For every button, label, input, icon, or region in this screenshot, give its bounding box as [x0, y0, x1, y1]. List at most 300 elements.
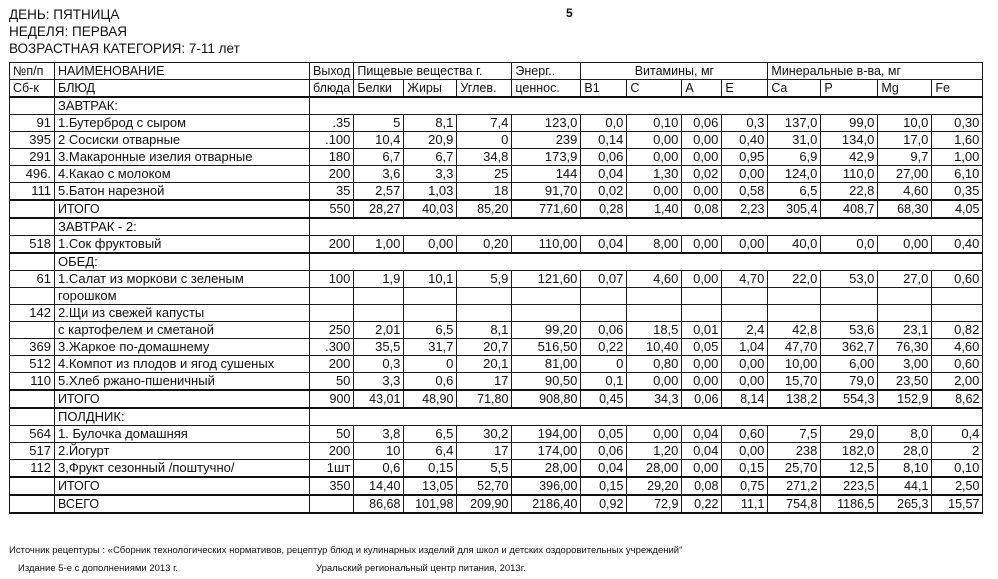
value-cell: 17: [457, 373, 512, 391]
value-cell: 174,00: [512, 443, 581, 460]
table-row: [10, 271, 983, 288]
value-cell: .300: [310, 339, 354, 356]
value-cell: 200: [310, 356, 354, 373]
value-cell: 1шт: [310, 460, 354, 478]
value-cell: [457, 305, 512, 322]
value-cell: 6,10: [932, 166, 983, 183]
value-cell: [932, 288, 983, 305]
value-cell: 50: [310, 426, 354, 443]
value-cell: 29,0: [821, 426, 878, 443]
total-value: 554,3: [821, 390, 878, 408]
value-cell: 0,00: [404, 236, 457, 254]
value-cell: 47,70: [768, 339, 821, 356]
recipe-number: 395: [10, 132, 55, 149]
value-cell: 0,00: [722, 443, 768, 460]
total-value: 908,80: [512, 390, 581, 408]
dish-name: 2.Йогурт: [55, 443, 310, 460]
value-cell: 250: [310, 322, 354, 339]
value-cell: [512, 305, 581, 322]
table-row: [10, 183, 983, 201]
col-fe-header: Fe: [932, 80, 983, 98]
day-title: ДЕНЬ: ПЯТНИЦА: [9, 7, 120, 22]
total-value: 28,27: [354, 200, 404, 218]
value-cell: 200: [310, 166, 354, 183]
value-cell: 0,6: [354, 460, 404, 478]
value-cell: [722, 305, 768, 322]
section-title: ЗАВТРАК - 2:: [55, 218, 310, 236]
total-value: 408,7: [821, 200, 878, 218]
value-cell: 200: [310, 443, 354, 460]
value-cell: 6,5: [404, 426, 457, 443]
value-cell: 4,70: [722, 271, 768, 288]
col-fats-header: Жиры: [404, 80, 457, 98]
value-cell: 0,00: [627, 373, 682, 391]
total-value: 8,62: [932, 390, 983, 408]
table-row: [10, 305, 983, 322]
table-row: [10, 115, 983, 132]
value-cell: 23,50: [878, 373, 932, 391]
center-note: Уральский региональный центр питания, 2013г.: [316, 563, 526, 574]
value-cell: 0,00: [682, 373, 722, 391]
value-cell: 0,04: [682, 426, 722, 443]
value-cell: 0,02: [581, 183, 627, 201]
value-cell: 31,7: [404, 339, 457, 356]
value-cell: 110,0: [821, 166, 878, 183]
grand-total-value: 209,90: [457, 495, 512, 513]
value-cell: 144: [512, 166, 581, 183]
value-cell: 90,50: [512, 373, 581, 391]
menu-table-body: [10, 63, 983, 514]
total-value: 2,50: [932, 477, 983, 495]
value-cell: 0,58: [722, 183, 768, 201]
value-cell: [404, 305, 457, 322]
value-cell: 1,00: [932, 149, 983, 166]
value-cell: 3,3: [354, 373, 404, 391]
table-row: [10, 443, 983, 460]
dish-name: 5.Батон нарезной: [55, 183, 310, 201]
value-cell: .100: [310, 132, 354, 149]
total-value: 1,40: [627, 200, 682, 218]
value-cell: 4,60: [932, 339, 983, 356]
recipe-number: 496.: [10, 166, 55, 183]
value-cell: 4,60: [627, 271, 682, 288]
value-cell: 1,20: [627, 443, 682, 460]
total-value: 0,28: [581, 200, 627, 218]
col-name-header: НАИМЕНОВАНИЕ: [55, 63, 310, 80]
dish-name: 3,Фрукт сезонный /поштучно/: [55, 460, 310, 478]
total-value: 550: [310, 200, 354, 218]
value-cell: 362,7: [821, 339, 878, 356]
value-cell: 42,8: [768, 322, 821, 339]
value-cell: 0,15: [722, 460, 768, 478]
value-cell: 25: [457, 166, 512, 183]
total-value: 771,60: [512, 200, 581, 218]
value-cell: [627, 288, 682, 305]
grand-total-value: [310, 495, 354, 513]
value-cell: 134,0: [821, 132, 878, 149]
value-cell: 30,2: [457, 426, 512, 443]
value-cell: 100: [310, 271, 354, 288]
value-cell: 121,60: [512, 271, 581, 288]
value-cell: [581, 288, 627, 305]
col-a-header: A: [682, 80, 722, 98]
total-value: 13,05: [404, 477, 457, 495]
grand-total-value: 0,92: [581, 495, 627, 513]
value-cell: 0,14: [581, 132, 627, 149]
total-value: 350: [310, 477, 354, 495]
value-cell: 20,1: [457, 356, 512, 373]
value-cell: [821, 305, 878, 322]
value-cell: 10,0: [878, 115, 932, 132]
grand-total-value: 11,1: [722, 495, 768, 513]
value-cell: 20,9: [404, 132, 457, 149]
value-cell: 239: [512, 132, 581, 149]
vitamins-header: Витамины, мг: [581, 63, 768, 80]
total-value: 71,80: [457, 390, 512, 408]
value-cell: 99,20: [512, 322, 581, 339]
value-cell: 35,5: [354, 339, 404, 356]
section-title-row: [10, 253, 983, 271]
value-cell: 8,1: [404, 115, 457, 132]
value-cell: 0,04: [682, 443, 722, 460]
total-value: 900: [310, 390, 354, 408]
value-cell: 34,8: [457, 149, 512, 166]
section-title-row: [10, 408, 983, 426]
value-cell: 10,4: [354, 132, 404, 149]
value-cell: 10,1: [404, 271, 457, 288]
dish-name: 3.Макаронные изелия отварные: [55, 149, 310, 166]
dish-name: 1.Сок фруктовый: [55, 236, 310, 254]
value-cell: 0,04: [581, 460, 627, 478]
value-cell: 0,04: [581, 166, 627, 183]
total-row: [10, 200, 983, 218]
value-cell: 0,00: [682, 132, 722, 149]
grand-total-value: 0,22: [682, 495, 722, 513]
value-cell: 8,1: [457, 322, 512, 339]
value-cell: 1,60: [932, 132, 983, 149]
value-cell: [627, 305, 682, 322]
section-title-row: [10, 97, 983, 115]
value-cell: 0,05: [581, 426, 627, 443]
total-value: 396,00: [512, 477, 581, 495]
dish-name: 1.Салат из моркови с зеленым: [55, 271, 310, 288]
empty-cell: [10, 495, 55, 513]
page-number: 5: [566, 6, 573, 20]
recipe-number: [10, 288, 55, 305]
total-value: 0,08: [682, 477, 722, 495]
value-cell: 28,00: [512, 460, 581, 478]
value-cell: 0,1: [581, 373, 627, 391]
value-cell: 0,07: [581, 271, 627, 288]
value-cell: 0,3: [354, 356, 404, 373]
value-cell: 27,0: [878, 271, 932, 288]
value-cell: 27,00: [878, 166, 932, 183]
value-cell: 0,80: [627, 356, 682, 373]
dish-name: 4.Какао с молоком: [55, 166, 310, 183]
grand-total-row: [10, 495, 983, 513]
table-row: [10, 132, 983, 149]
value-cell: 23,1: [878, 322, 932, 339]
value-cell: 0,40: [722, 132, 768, 149]
value-cell: 0,00: [682, 149, 722, 166]
value-cell: 28,0: [878, 443, 932, 460]
value-cell: 40,0: [768, 236, 821, 254]
value-cell: [768, 305, 821, 322]
col-b1-header: B1: [581, 80, 627, 98]
dish-name: 4.Компот из плодов и ягод сушеных: [55, 356, 310, 373]
value-cell: 12,5: [821, 460, 878, 478]
value-cell: 0,40: [932, 236, 983, 254]
value-cell: 0,60: [932, 356, 983, 373]
total-value: 52,70: [457, 477, 512, 495]
value-cell: 5: [354, 115, 404, 132]
total-value: 271,2: [768, 477, 821, 495]
recipe-number: 518: [10, 236, 55, 254]
dish-name: 3.Жаркое по-домашнему: [55, 339, 310, 356]
value-cell: 0,00: [878, 236, 932, 254]
value-cell: 81,00: [512, 356, 581, 373]
value-cell: 31,0: [768, 132, 821, 149]
value-cell: 0,00: [627, 426, 682, 443]
value-cell: [878, 288, 932, 305]
empty-cell: [310, 408, 983, 426]
col-name-sub: БЛЮД: [55, 80, 310, 98]
total-value: 0,15: [581, 477, 627, 495]
value-cell: 0,00: [627, 183, 682, 201]
col-num-header: №п/п: [10, 63, 55, 80]
total-value: 40,03: [404, 200, 457, 218]
dish-name: 1.Бутерброд с сыром: [55, 115, 310, 132]
value-cell: [404, 288, 457, 305]
value-cell: 6,9: [768, 149, 821, 166]
value-cell: 79,0: [821, 373, 878, 391]
section-title: ЗАВТРАК:: [55, 97, 310, 115]
col-e-header: E: [722, 80, 768, 98]
header-row-1: [10, 63, 983, 80]
value-cell: 91,70: [512, 183, 581, 201]
table-row: [10, 322, 983, 339]
value-cell: 0,0: [581, 115, 627, 132]
value-cell: 0,04: [581, 236, 627, 254]
value-cell: 1,9: [354, 271, 404, 288]
total-value: 0,45: [581, 390, 627, 408]
value-cell: 3,3: [404, 166, 457, 183]
value-cell: 10: [354, 443, 404, 460]
minerals-header: Минеральные в-ва, мг: [768, 63, 983, 80]
value-cell: [722, 288, 768, 305]
value-cell: [354, 305, 404, 322]
empty-cell: [10, 218, 55, 236]
total-value: 223,5: [821, 477, 878, 495]
value-cell: 6,5: [404, 322, 457, 339]
section-title: ПОЛДНИК:: [55, 408, 310, 426]
value-cell: 182,0: [821, 443, 878, 460]
value-cell: 1,04: [722, 339, 768, 356]
value-cell: 2: [932, 443, 983, 460]
value-cell: 0,00: [722, 236, 768, 254]
value-cell: [581, 305, 627, 322]
value-cell: 3,00: [878, 356, 932, 373]
value-cell: 4,60: [878, 183, 932, 201]
col-p-header: P: [821, 80, 878, 98]
value-cell: 0,10: [932, 460, 983, 478]
age-category: ВОЗРАСТНАЯ КАТЕГОРИЯ: 7-11 лет: [9, 41, 240, 56]
value-cell: 0,60: [932, 271, 983, 288]
value-cell: 35: [310, 183, 354, 201]
recipe-number: 61: [10, 271, 55, 288]
value-cell: 53,6: [821, 322, 878, 339]
value-cell: 0,10: [627, 115, 682, 132]
value-cell: [457, 288, 512, 305]
week-title: НЕДЕЛЯ: ПЕРВАЯ: [9, 24, 128, 39]
value-cell: 7,5: [768, 426, 821, 443]
value-cell: 0,06: [581, 322, 627, 339]
value-cell: [512, 288, 581, 305]
value-cell: .35: [310, 115, 354, 132]
value-cell: 0: [457, 132, 512, 149]
total-value: 29,20: [627, 477, 682, 495]
section-title: ОБЕД:: [55, 253, 310, 271]
total-value: 34,3: [627, 390, 682, 408]
value-cell: 3,8: [354, 426, 404, 443]
col-ca-header: Ca: [768, 80, 821, 98]
value-cell: [768, 288, 821, 305]
value-cell: 76,30: [878, 339, 932, 356]
value-cell: 99,0: [821, 115, 878, 132]
value-cell: 5,9: [457, 271, 512, 288]
dish-name: 2 Сосиски отварные: [55, 132, 310, 149]
dish-name: 2.Щи из свежей капусты: [55, 305, 310, 322]
value-cell: 3,6: [354, 166, 404, 183]
value-cell: 20,7: [457, 339, 512, 356]
value-cell: 0,20: [457, 236, 512, 254]
empty-cell: [10, 97, 55, 115]
value-cell: 8,00: [627, 236, 682, 254]
value-cell: [932, 305, 983, 322]
total-label: ИТОГО: [55, 477, 310, 495]
total-value: 0,08: [682, 200, 722, 218]
value-cell: [682, 305, 722, 322]
col-energy-header: Энерг..: [512, 63, 581, 80]
table-row: [10, 149, 983, 166]
value-cell: 6,7: [404, 149, 457, 166]
value-cell: 7,4: [457, 115, 512, 132]
grand-total-value: 2186,40: [512, 495, 581, 513]
value-cell: 0,35: [932, 183, 983, 201]
col-num-sub: Сб-к: [10, 80, 55, 98]
value-cell: 1,03: [404, 183, 457, 201]
value-cell: [821, 288, 878, 305]
table-row: [10, 373, 983, 391]
value-cell: 8,0: [878, 426, 932, 443]
grand-total-value: 754,8: [768, 495, 821, 513]
recipe-number: 142: [10, 305, 55, 322]
value-cell: 15,70: [768, 373, 821, 391]
empty-cell: [10, 200, 55, 218]
grand-total-value: 265,3: [878, 495, 932, 513]
value-cell: 0,00: [722, 373, 768, 391]
value-cell: 53,0: [821, 271, 878, 288]
col-c-header: C: [627, 80, 682, 98]
table-row: [10, 356, 983, 373]
value-cell: 0,0: [821, 236, 878, 254]
value-cell: 0: [404, 356, 457, 373]
value-cell: 238: [768, 443, 821, 460]
col-carbs-header: Углев.: [457, 80, 512, 98]
value-cell: 22,0: [768, 271, 821, 288]
value-cell: 0,30: [932, 115, 983, 132]
recipe-number: 369: [10, 339, 55, 356]
recipe-number: 517: [10, 443, 55, 460]
value-cell: 0,00: [627, 132, 682, 149]
source-note: Источник рецептуры : «Сборник технологических нормативов, рецептур блюд и кулинарных изделий для школ и детских оздоровительных учреждений": [9, 545, 683, 556]
empty-cell: [310, 218, 983, 236]
grand-total-value: 86,68: [354, 495, 404, 513]
empty-cell: [310, 253, 983, 271]
value-cell: 0,00: [722, 356, 768, 373]
section-title-row: [10, 218, 983, 236]
value-cell: 137,0: [768, 115, 821, 132]
total-value: 8,14: [722, 390, 768, 408]
empty-cell: [10, 253, 55, 271]
value-cell: 0: [581, 356, 627, 373]
value-cell: 25,70: [768, 460, 821, 478]
value-cell: 1,00: [354, 236, 404, 254]
value-cell: 0,00: [682, 271, 722, 288]
recipe-number: 110: [10, 373, 55, 391]
value-cell: 0,15: [404, 460, 457, 478]
table-row: [10, 426, 983, 443]
value-cell: 0,4: [932, 426, 983, 443]
value-cell: 123,0: [512, 115, 581, 132]
value-cell: 18,5: [627, 322, 682, 339]
value-cell: 180: [310, 149, 354, 166]
empty-cell: [310, 97, 983, 115]
value-cell: 0,95: [722, 149, 768, 166]
value-cell: 0,02: [682, 166, 722, 183]
value-cell: 0,01: [682, 322, 722, 339]
value-cell: 18: [457, 183, 512, 201]
value-cell: 0,00: [682, 356, 722, 373]
value-cell: 516,50: [512, 339, 581, 356]
value-cell: 22,8: [821, 183, 878, 201]
value-cell: 124,0: [768, 166, 821, 183]
value-cell: [310, 305, 354, 322]
col-proteins-header: Белки: [354, 80, 404, 98]
value-cell: 2,00: [932, 373, 983, 391]
recipe-number: 564: [10, 426, 55, 443]
value-cell: [354, 288, 404, 305]
dish-name: 5.Хлеб ржано-пшеничный: [55, 373, 310, 391]
nutrients-header: Пищевые вещества г.: [354, 63, 512, 80]
col-energy-sub: ценнос.: [512, 80, 581, 98]
grand-total-value: 15,57: [932, 495, 983, 513]
table-row: [10, 288, 983, 305]
value-cell: 28,00: [627, 460, 682, 478]
value-cell: 0,00: [682, 460, 722, 478]
value-cell: 110,00: [512, 236, 581, 254]
table-row: [10, 236, 983, 254]
value-cell: 0,6: [404, 373, 457, 391]
value-cell: 0,3: [722, 115, 768, 132]
total-row: [10, 390, 983, 408]
value-cell: [682, 288, 722, 305]
value-cell: 10,00: [768, 356, 821, 373]
value-cell: 2,01: [354, 322, 404, 339]
table-row: [10, 339, 983, 356]
dish-name: горошком: [55, 288, 310, 305]
value-cell: 42,9: [821, 149, 878, 166]
